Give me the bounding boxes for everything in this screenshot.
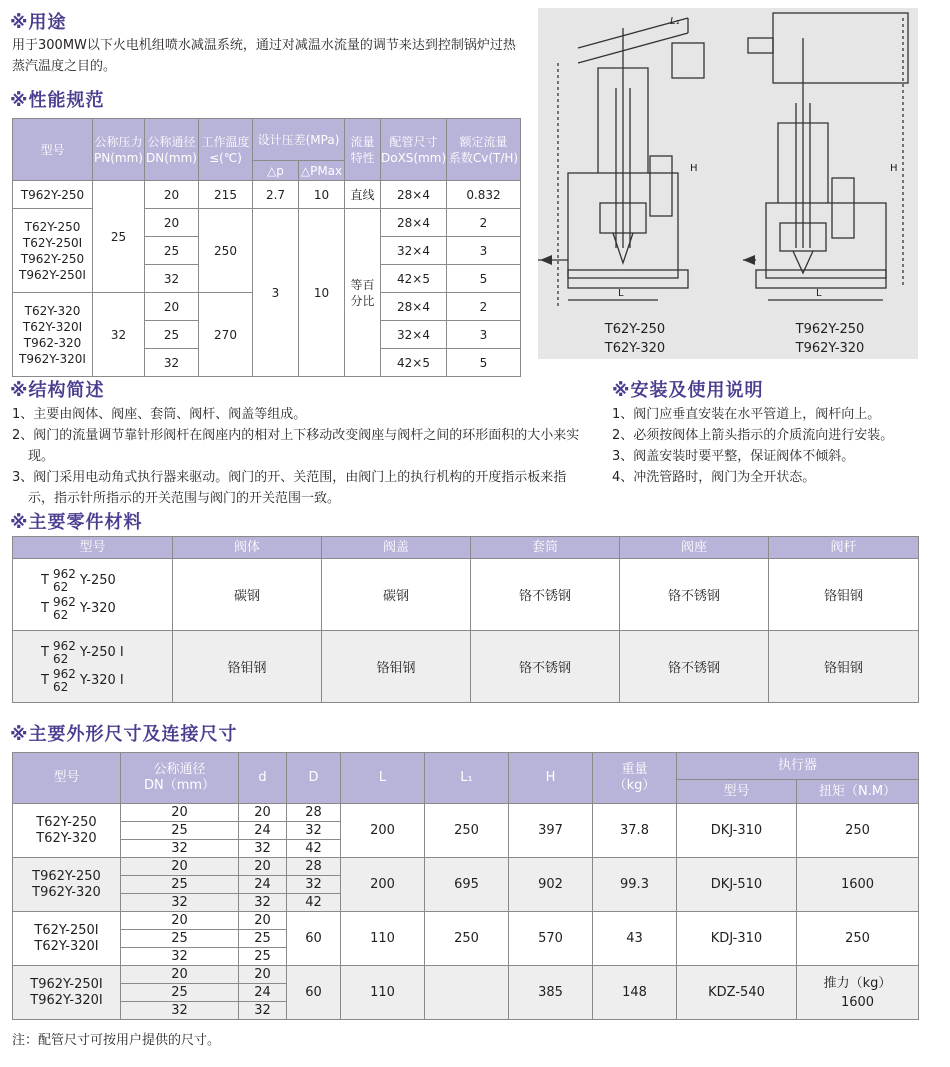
dims-cell-weight: 37.8 bbox=[593, 804, 677, 858]
structure-item: 1、主要由阀体、阀座、套筒、阀杆、阀盖等组成。 bbox=[12, 407, 307, 422]
dims-cell-weight: 99.3 bbox=[593, 858, 677, 912]
perf-header-dp: 设计压差(MPa) bbox=[253, 119, 345, 161]
dims-cell-dn: 20 bbox=[121, 966, 239, 984]
dims-header-l: L bbox=[341, 753, 425, 804]
mat-header-model: 型号 bbox=[13, 537, 173, 559]
perf-cell-cv: 2 bbox=[447, 209, 521, 237]
dims-cell-d-small: 24 bbox=[239, 822, 287, 840]
dims-header-act-model: 型号 bbox=[677, 780, 797, 804]
perf-cell-temp: 250 bbox=[199, 209, 253, 293]
diagram-label-l: L bbox=[618, 288, 624, 299]
perf-header-pipe: 配管尺寸 DoXS(mm) bbox=[381, 119, 447, 181]
dims-cell-dn: 20 bbox=[121, 858, 239, 876]
dims-cell-h: 570 bbox=[509, 912, 593, 966]
dims-cell-d-small: 32 bbox=[239, 840, 287, 858]
dims-cell-d-small: 20 bbox=[239, 912, 287, 930]
dims-cell-actuator: DKJ-510 bbox=[677, 858, 797, 912]
dims-cell-torque: 250 bbox=[797, 804, 919, 858]
dims-cell-h: 397 bbox=[509, 804, 593, 858]
dims-cell-d-small: 20 bbox=[239, 858, 287, 876]
perf-cell-dn: 32 bbox=[145, 349, 199, 377]
install-item: 4、冲洗管路时，阀门为全开状态。 bbox=[612, 470, 816, 485]
dims-cell-l1 bbox=[425, 966, 509, 1020]
dims-cell-torque: 推力（kg） 1600 bbox=[797, 966, 919, 1020]
perf-cell-dpmax: 10 bbox=[299, 209, 345, 377]
dims-cell-model: T962Y-250I T962Y-320I bbox=[13, 966, 121, 1020]
dims-cell-l1: 250 bbox=[425, 912, 509, 966]
dims-cell-d-large: 28 bbox=[287, 804, 341, 822]
mat-cell-stem: 铬钼钢 bbox=[769, 631, 919, 703]
usage-text: 用于300MW以下火电机组喷水减温系统，通过对减温水流量的调节来达到控制锅炉过热蒸汽温度之目的。 bbox=[12, 38, 516, 74]
dims-cell-d-small: 32 bbox=[239, 894, 287, 912]
perf-header-pn: 公称压力 PN(mm) bbox=[93, 119, 145, 181]
perf-cell-pipe: 32×4 bbox=[381, 237, 447, 265]
dims-cell-dn: 25 bbox=[121, 930, 239, 948]
dims-cell-dn: 32 bbox=[121, 894, 239, 912]
install-item: 1、阀门应垂直安装在水平管道上，阀杆向上。 bbox=[612, 407, 881, 422]
perf-cell-pn: 32 bbox=[93, 293, 145, 377]
dims-cell-dn: 25 bbox=[121, 984, 239, 1002]
dims-cell-weight: 148 bbox=[593, 966, 677, 1020]
dims-cell-d-small: 32 bbox=[239, 1002, 287, 1020]
perf-cell-cv: 2 bbox=[447, 293, 521, 321]
usage-title: ※用途 bbox=[10, 12, 67, 33]
mat-cell-model: T 962 62 Y-250 T 962 62 Y-320 bbox=[13, 559, 173, 631]
structure-title: ※结构简述 bbox=[10, 380, 105, 401]
dims-cell-dn: 25 bbox=[121, 822, 239, 840]
perf-header-cv: 额定流量 系数Cv(T/H) bbox=[447, 119, 521, 181]
materials-title: ※主要零件材料 bbox=[10, 512, 143, 533]
perf-cell-pipe: 42×5 bbox=[381, 265, 447, 293]
perf-cell-dn: 32 bbox=[145, 265, 199, 293]
dims-cell-model: T62Y-250 T62Y-320 bbox=[13, 804, 121, 858]
mat-cell-body: 碳钢 bbox=[173, 559, 322, 631]
perf-cell-dn: 20 bbox=[145, 209, 199, 237]
dims-cell-d-large: 42 bbox=[287, 840, 341, 858]
dims-cell-d-large: 42 bbox=[287, 894, 341, 912]
valve-drawing bbox=[538, 8, 918, 359]
dims-cell-d-small: 24 bbox=[239, 876, 287, 894]
dims-cell-d-small: 24 bbox=[239, 984, 287, 1002]
install-list bbox=[612, 404, 942, 488]
perf-cell-char: 直线 bbox=[345, 181, 381, 209]
diagram-label-h: H bbox=[690, 163, 698, 174]
perf-cell-char: 等百 分比 bbox=[345, 209, 381, 377]
perf-header-char: 流量 特性 bbox=[345, 119, 381, 181]
diagram-caption-right: T962Y-250 T962Y-320 bbox=[795, 322, 865, 356]
perf-cell-temp: 215 bbox=[199, 181, 253, 209]
dims-cell-h: 902 bbox=[509, 858, 593, 912]
perf-header-dn: 公称通径 DN(mm) bbox=[145, 119, 199, 181]
diagram-label-l: L bbox=[816, 288, 822, 299]
mat-cell-cover: 碳钢 bbox=[322, 559, 471, 631]
perf-cell-pipe: 28×4 bbox=[381, 209, 447, 237]
dims-header-torque: 扭矩（N.M） bbox=[797, 780, 919, 804]
mat-cell-seat: 铬不锈钢 bbox=[620, 631, 769, 703]
dims-note: 注：配管尺寸可按用户提供的尺寸。 bbox=[12, 1033, 221, 1048]
dims-cell-dn: 20 bbox=[121, 912, 239, 930]
dims-cell-dn: 32 bbox=[121, 1002, 239, 1020]
install-item: 2、必须按阀体上箭头指示的介质流向进行安装。 bbox=[612, 428, 894, 443]
diagram-label-l1: L₁ bbox=[670, 16, 680, 27]
dimensions-table bbox=[12, 752, 919, 1020]
dims-cell-d-small: 20 bbox=[239, 804, 287, 822]
install-item: 3、阀盖安装时要平整，保证阀体不倾斜。 bbox=[612, 449, 855, 464]
dims-cell-actuator: DKJ-310 bbox=[677, 804, 797, 858]
dims-cell-d-large: 60 bbox=[287, 912, 341, 966]
mat-cell-stem: 铬钼钢 bbox=[769, 559, 919, 631]
dims-header-actuator: 执行器 bbox=[677, 753, 919, 780]
perf-cell-cv: 5 bbox=[447, 265, 521, 293]
materials-table bbox=[12, 536, 919, 703]
dims-cell-d-small: 25 bbox=[239, 930, 287, 948]
perf-cell-model-group: T62Y-320 T62Y-320I T962-320 T962Y-320I bbox=[13, 293, 93, 377]
perf-cell-dp: 2.7 bbox=[253, 181, 299, 209]
dims-header-l1: L₁ bbox=[425, 753, 509, 804]
dims-cell-torque: 250 bbox=[797, 912, 919, 966]
dims-cell-d-small: 25 bbox=[239, 948, 287, 966]
dims-cell-dn: 20 bbox=[121, 804, 239, 822]
dims-cell-actuator: KDZ-540 bbox=[677, 966, 797, 1020]
performance-table bbox=[12, 118, 521, 377]
dims-header-d-small: d bbox=[239, 753, 287, 804]
dims-cell-d-small: 20 bbox=[239, 966, 287, 984]
perf-cell-pipe: 42×5 bbox=[381, 349, 447, 377]
dims-cell-dn: 32 bbox=[121, 840, 239, 858]
mat-cell-model: T 962 62 Y-250 I T 962 62 Y-320 I bbox=[13, 631, 173, 703]
dims-cell-l: 200 bbox=[341, 858, 425, 912]
perf-cell-pipe: 32×4 bbox=[381, 321, 447, 349]
dims-header-weight: 重量 （kg） bbox=[593, 753, 677, 804]
right-flow-arrow bbox=[743, 255, 755, 265]
install-title: ※安装及使用说明 bbox=[612, 380, 764, 401]
perf-cell-pipe: 28×4 bbox=[381, 293, 447, 321]
structure-item: 3、阀门采用电动角式执行器来驱动。阀门的开、关范围，由阀门上的执行机构的开度指示板来指示，指示针所指示的开关范围与阀门的开关范围一致。 bbox=[12, 470, 567, 506]
valve-diagram bbox=[538, 8, 918, 359]
dims-header-h: H bbox=[509, 753, 593, 804]
dims-cell-dn: 32 bbox=[121, 948, 239, 966]
perf-cell-dn: 20 bbox=[145, 293, 199, 321]
structure-list bbox=[12, 404, 580, 509]
perf-cell-dn: 25 bbox=[145, 321, 199, 349]
perf-header-dpmax: △PMax bbox=[299, 161, 345, 181]
mat-cell-sleeve: 铬不锈钢 bbox=[471, 559, 620, 631]
mat-header-cover: 阀盖 bbox=[322, 537, 471, 559]
dims-cell-dn: 25 bbox=[121, 876, 239, 894]
dims-cell-l: 110 bbox=[341, 912, 425, 966]
dims-cell-torque: 1600 bbox=[797, 858, 919, 912]
mat-cell-body: 铬钼钢 bbox=[173, 631, 322, 703]
mat-cell-cover: 铬钼钢 bbox=[322, 631, 471, 703]
dims-cell-model: T62Y-250I T62Y-320I bbox=[13, 912, 121, 966]
dims-cell-actuator: KDJ-310 bbox=[677, 912, 797, 966]
mat-header-stem: 阀杆 bbox=[769, 537, 919, 559]
dims-cell-d-large: 60 bbox=[287, 966, 341, 1020]
dims-cell-h: 385 bbox=[509, 966, 593, 1020]
structure-item: 2、阀门的流量调节靠针形阀杆在阀座内的相对上下移动改变阀座与阀杆之间的环形面积的大小来实现。 bbox=[12, 428, 580, 464]
dims-cell-model: T962Y-250 T962Y-320 bbox=[13, 858, 121, 912]
perf-cell-temp: 270 bbox=[199, 293, 253, 377]
dims-header-model: 型号 bbox=[13, 753, 121, 804]
dims-cell-d-large: 32 bbox=[287, 822, 341, 840]
dims-header-dn: 公称通径 DN（mm） bbox=[121, 753, 239, 804]
perf-cell-pn: 25 bbox=[93, 181, 145, 293]
mat-header-sleeve: 套筒 bbox=[471, 537, 620, 559]
perf-title: ※性能规范 bbox=[10, 90, 105, 111]
perf-cell-dp: 3 bbox=[253, 209, 299, 377]
mat-header-seat: 阀座 bbox=[620, 537, 769, 559]
dims-cell-l1: 695 bbox=[425, 858, 509, 912]
dims-header-d-large: D bbox=[287, 753, 341, 804]
diagram-label-h: H bbox=[890, 163, 898, 174]
dims-cell-weight: 43 bbox=[593, 912, 677, 966]
dims-cell-d-large: 32 bbox=[287, 876, 341, 894]
perf-header-dp-small: △p bbox=[253, 161, 299, 181]
perf-cell-cv: 3 bbox=[447, 321, 521, 349]
perf-cell-model: T962Y-250 bbox=[13, 181, 93, 209]
perf-cell-pipe: 28×4 bbox=[381, 181, 447, 209]
dims-cell-l: 200 bbox=[341, 804, 425, 858]
perf-cell-dn: 20 bbox=[145, 181, 199, 209]
mat-cell-seat: 铬不锈钢 bbox=[620, 559, 769, 631]
mat-header-body: 阀体 bbox=[173, 537, 322, 559]
dims-cell-d-large: 28 bbox=[287, 858, 341, 876]
dims-cell-l1: 250 bbox=[425, 804, 509, 858]
perf-cell-dn: 25 bbox=[145, 237, 199, 265]
dims-cell-l: 110 bbox=[341, 966, 425, 1020]
mat-cell-sleeve: 铬不锈钢 bbox=[471, 631, 620, 703]
perf-cell-dpmax: 10 bbox=[299, 181, 345, 209]
perf-cell-cv: 0.832 bbox=[447, 181, 521, 209]
perf-cell-cv: 3 bbox=[447, 237, 521, 265]
perf-cell-model-group: T62Y-250 T62Y-250I T962Y-250 T962Y-250I bbox=[13, 209, 93, 293]
left-flow-arrow bbox=[540, 255, 552, 265]
diagram-caption-left: T62Y-250 T62Y-320 bbox=[604, 322, 666, 356]
perf-header-temp: 工作温度 ≤(℃) bbox=[199, 119, 253, 181]
dims-title: ※主要外形尺寸及连接尺寸 bbox=[10, 724, 238, 745]
perf-cell-cv: 5 bbox=[447, 349, 521, 377]
perf-header-model: 型号 bbox=[13, 119, 93, 181]
